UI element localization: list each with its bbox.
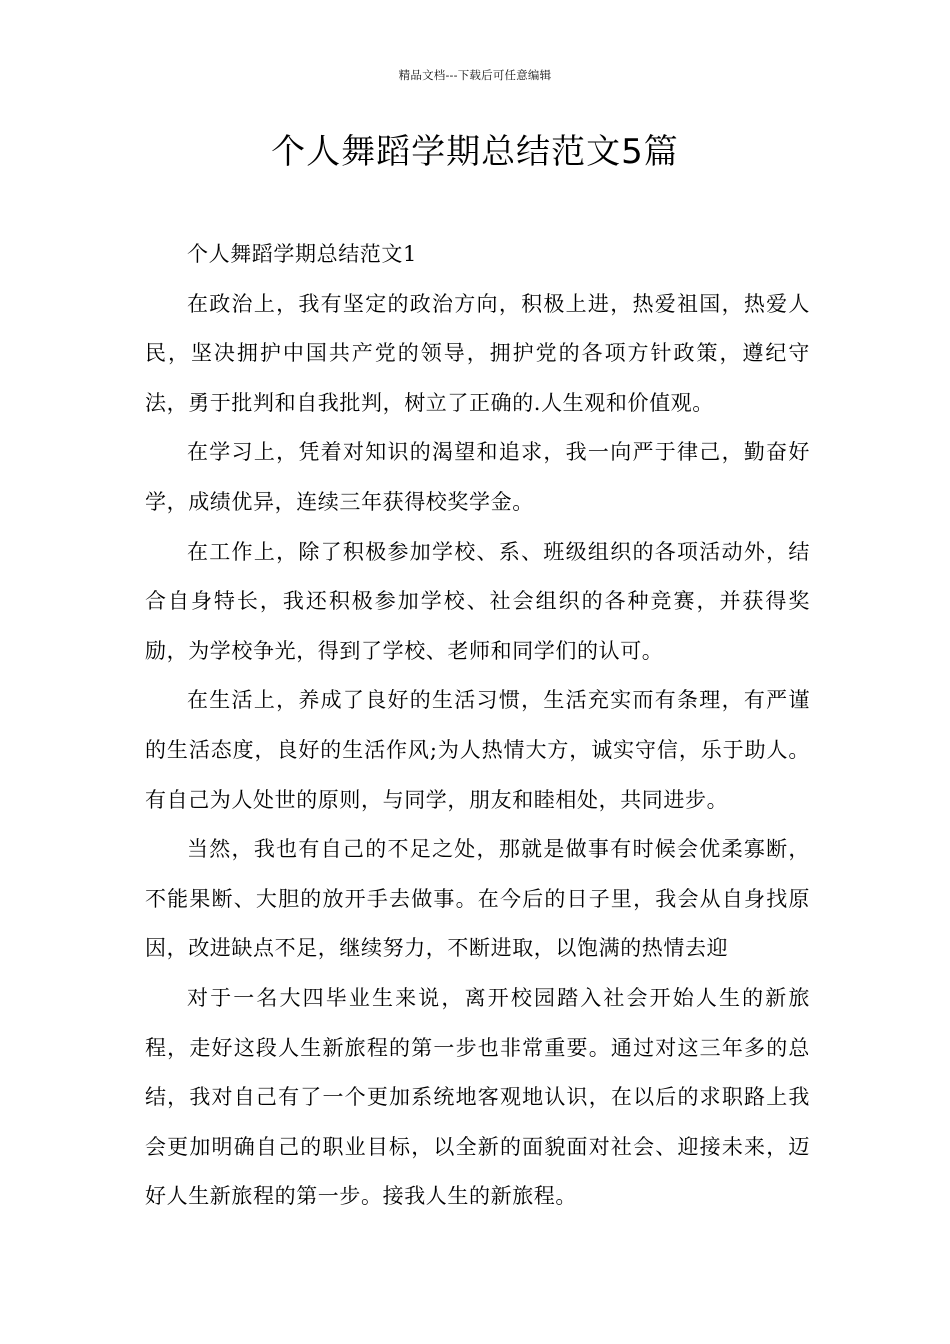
paragraph-graduation: 对于一名大四毕业生来说，离开校园踏入社会开始人生的新旅程，走好这段人生新旅程的第一步也非常重要。通过对这三年多的总结，我对自己有了一个更加系统地客观地认识，在以后的求职路上我会更加明确自己的职业目标，以全新的面貌面对社会、迎接未来，迈好人生新旅程的第一步。接我人生的新旅程。 (145, 985, 810, 1209)
paragraph-work: 在工作上，除了积极参加学校、系、班级组织的各项活动外，结合自身特长，我还积极参加学校、社会组织的各种竞赛，并获得奖励，为学校争光，得到了学校、老师和同学们的认可。 (145, 539, 810, 663)
paragraph-shortcomings: 当然，我也有自己的不足之处，那就是做事有时候会优柔寡断，不能果断、大胆的放开手去做事。在今后的日子里，我会从自身找原因，改进缺点不足，继续努力，不断进取，以饱满的热情去迎 (145, 837, 810, 961)
document-title: 个人舞蹈学期总结范文5篇 (271, 132, 679, 172)
document-body (145, 230, 810, 1222)
paragraph-politics: 在政治上，我有坚定的政治方向，积极上进，热爱祖国，热爱人民，坚决拥护中国共产党的领导，拥护党的各项方针政策，遵纪守法，勇于批判和自我批判，树立了正确的.人生观和价值观。 (145, 291, 810, 415)
section-heading: 个人舞蹈学期总结范文1 (187, 242, 417, 266)
paragraph-study: 在学习上，凭着对知识的渴望和追求，我一向严于律己，勤奋好学，成绩优异，连续三年获得校奖学金。 (145, 440, 810, 514)
paragraph-life: 在生活上，养成了良好的生活习惯，生活充实而有条理，有严谨的生活态度，良好的生活作风;为人热情大方，诚实守信，乐于助人。有自己为人处世的原则，与同学，朋友和睦相处，共同进步。 (145, 688, 810, 812)
page-header: 精品文档---下载后可任意编辑 (398, 68, 552, 82)
